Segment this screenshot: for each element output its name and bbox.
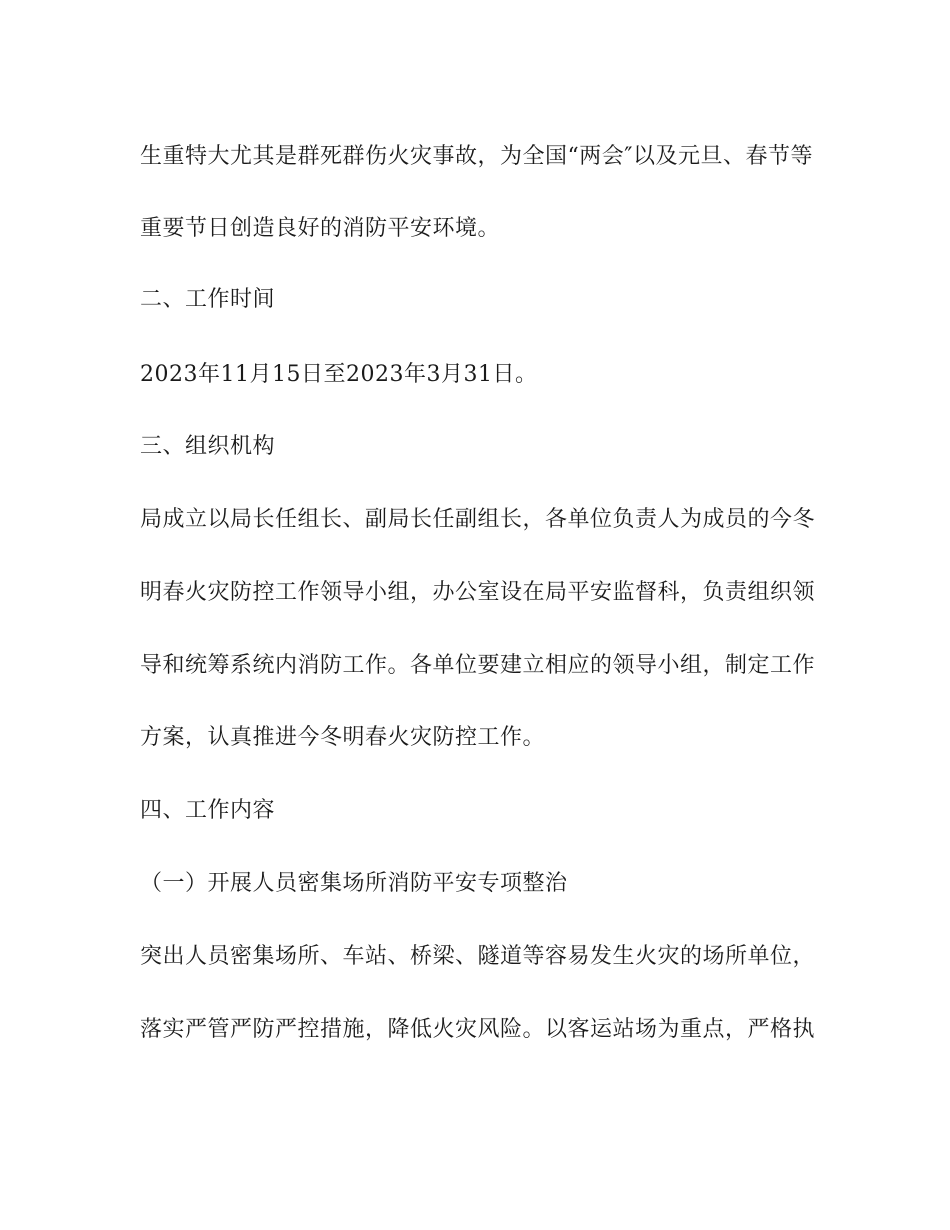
paragraph-line: 2023年11月15日至2023年3月31日。 <box>140 362 538 387</box>
paragraph-line: 导和统筹系统内消防工作。各单位要建立相应的领导小组，制定工作 <box>140 653 816 678</box>
paragraph-line: 落实严管严防严控措施，降低火灾风险。以客运站场为重点，严格执 <box>140 1017 816 1042</box>
paragraph-line: 明春火灾防控工作领导小组，办公室设在局平安监督科，负责组织领 <box>140 580 816 605</box>
section-heading: 二、工作时间 <box>140 287 276 312</box>
section-heading: 四、工作内容 <box>140 798 276 823</box>
paragraph-line: 方案，认真推进今冬明春火灾防控工作。 <box>140 725 546 750</box>
subsection-heading: （一）开展人员密集场所消防平安专项整治 <box>140 871 568 896</box>
paragraph-line: 重要节日创造良好的消防平安环境。 <box>140 216 501 241</box>
paragraph-line: 突出人员密集场所、车站、桥梁、隧道等容易发生火灾的场所单位， <box>140 944 816 969</box>
paragraph-line: 生重特大尤其是群死群伤火灾事故，为全国“两会″以及元旦、春节等 <box>140 144 813 169</box>
paragraph-line: 局成立以局长任组长、副局长任副组长，各单位负责人为成员的今冬 <box>140 507 816 532</box>
section-heading: 三、组织机构 <box>140 434 276 459</box>
